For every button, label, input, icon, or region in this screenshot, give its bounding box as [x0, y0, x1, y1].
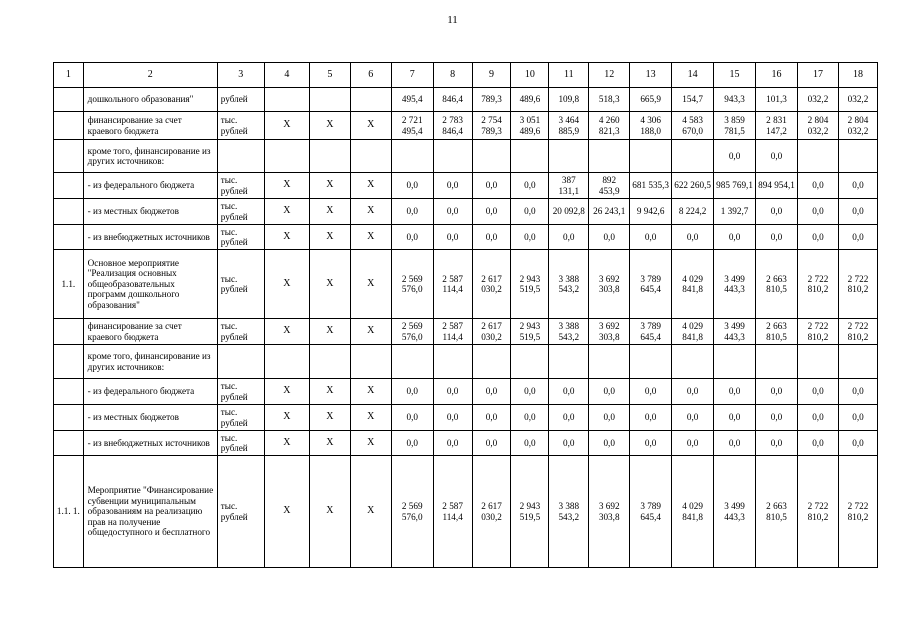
value-cell: 2 722 810,2 — [797, 250, 838, 319]
mark-cell: Х — [309, 431, 350, 456]
mark-cell: Х — [309, 319, 350, 345]
unit-cell: тыс. рублей — [217, 379, 264, 405]
table-row — [54, 379, 878, 405]
value-cell: 0,0 — [838, 379, 877, 405]
value-cell: 0,0 — [630, 431, 672, 456]
row-number-cell: 1.1. 1. — [54, 456, 84, 568]
value-cell: 4 029 841,8 — [672, 456, 714, 568]
value-cell: 0,0 — [756, 225, 798, 250]
value-cell — [433, 140, 472, 173]
value-cell: 3 499 443,3 — [714, 319, 756, 345]
header-row — [54, 63, 878, 88]
mark-cell: Х — [309, 405, 350, 431]
value-cell: 622 260,5 — [672, 173, 714, 199]
value-cell: 2 663 810,5 — [756, 250, 798, 319]
value-cell: 665,9 — [630, 88, 672, 112]
table-row — [54, 173, 878, 199]
value-cell: 2 722 810,2 — [838, 250, 877, 319]
value-cell: 0,0 — [511, 225, 549, 250]
mark-cell — [264, 88, 309, 112]
header-cell: 3 — [217, 63, 264, 88]
value-cell — [672, 345, 714, 379]
value-cell: 109,8 — [549, 88, 589, 112]
value-cell — [756, 345, 798, 379]
table-row — [54, 319, 878, 345]
value-cell: 2 943 519,5 — [511, 250, 549, 319]
mark-cell — [350, 88, 391, 112]
value-cell: 26 243,1 — [589, 199, 630, 225]
value-cell: 2 587 114,4 — [433, 456, 472, 568]
value-cell: 2 569 576,0 — [391, 250, 433, 319]
value-cell — [549, 140, 589, 173]
value-cell: 0,0 — [511, 199, 549, 225]
name-cell: - из внебюджетных источников — [83, 225, 217, 250]
value-cell: 0,0 — [589, 225, 630, 250]
table-body — [54, 63, 878, 568]
value-cell: 0,0 — [797, 379, 838, 405]
budget-table — [53, 62, 878, 568]
unit-cell: тыс. рублей — [217, 112, 264, 140]
header-cell: 8 — [433, 63, 472, 88]
mark-cell: Х — [264, 225, 309, 250]
header-cell: 9 — [472, 63, 511, 88]
row-number-cell — [54, 379, 84, 405]
value-cell: 4 260 821,3 — [589, 112, 630, 140]
value-cell: 9 942,6 — [630, 199, 672, 225]
value-cell: 0,0 — [672, 225, 714, 250]
name-cell: кроме того, финансирование из других источников: — [83, 345, 217, 379]
value-cell: 0,0 — [549, 225, 589, 250]
header-cell: 14 — [672, 63, 714, 88]
value-cell — [838, 140, 877, 173]
header-cell: 10 — [511, 63, 549, 88]
mark-cell: Х — [309, 225, 350, 250]
value-cell: 495,4 — [391, 88, 433, 112]
value-cell: 3 464 885,9 — [549, 112, 589, 140]
value-cell: 0,0 — [672, 379, 714, 405]
value-cell: 2 569 576,0 — [391, 319, 433, 345]
value-cell: 0,0 — [511, 405, 549, 431]
value-cell — [589, 345, 630, 379]
value-cell: 154,7 — [672, 88, 714, 112]
header-cell: 2 — [83, 63, 217, 88]
value-cell: 2 722 810,2 — [838, 456, 877, 568]
value-cell: 489,6 — [511, 88, 549, 112]
mark-cell: Х — [350, 173, 391, 199]
mark-cell: Х — [350, 456, 391, 568]
value-cell: 3 692 303,8 — [589, 456, 630, 568]
value-cell: 2 754 789,3 — [472, 112, 511, 140]
value-cell: 3 499 443,3 — [714, 250, 756, 319]
mark-cell: Х — [350, 379, 391, 405]
value-cell — [511, 140, 549, 173]
unit-cell: тыс. рублей — [217, 405, 264, 431]
value-cell: 0,0 — [433, 405, 472, 431]
value-cell: 0,0 — [433, 431, 472, 456]
value-cell: 0,0 — [797, 199, 838, 225]
mark-cell: Х — [264, 431, 309, 456]
value-cell: 892 453,9 — [589, 173, 630, 199]
value-cell: 0,0 — [714, 140, 756, 173]
value-cell: 0,0 — [756, 199, 798, 225]
value-cell: 2 943 519,5 — [511, 456, 549, 568]
mark-cell: Х — [264, 173, 309, 199]
table-row — [54, 140, 878, 173]
value-cell: 0,0 — [391, 199, 433, 225]
mark-cell — [350, 345, 391, 379]
value-cell: 3 499 443,3 — [714, 456, 756, 568]
header-cell: 12 — [589, 63, 630, 88]
value-cell — [472, 140, 511, 173]
value-cell: 3 051 489,6 — [511, 112, 549, 140]
value-cell: 0,0 — [797, 173, 838, 199]
mark-cell: Х — [309, 173, 350, 199]
value-cell — [589, 140, 630, 173]
value-cell: 20 092,8 — [549, 199, 589, 225]
value-cell: 0,0 — [838, 431, 877, 456]
header-cell: 13 — [630, 63, 672, 88]
value-cell: 0,0 — [391, 431, 433, 456]
header-cell: 4 — [264, 63, 309, 88]
mark-cell: Х — [350, 199, 391, 225]
value-cell: 0,0 — [391, 173, 433, 199]
name-cell: - из внебюджетных источников — [83, 431, 217, 456]
name-cell: дошкольного образования" — [83, 88, 217, 112]
value-cell — [797, 140, 838, 173]
value-cell: 0,0 — [797, 431, 838, 456]
unit-cell: тыс. рублей — [217, 199, 264, 225]
value-cell: 0,0 — [838, 225, 877, 250]
value-cell: 846,4 — [433, 88, 472, 112]
value-cell: 0,0 — [714, 379, 756, 405]
value-cell: 2 663 810,5 — [756, 456, 798, 568]
value-cell: 0,0 — [549, 379, 589, 405]
value-cell: 0,0 — [549, 405, 589, 431]
value-cell: 2 722 810,2 — [797, 456, 838, 568]
value-cell: 0,0 — [714, 405, 756, 431]
table-row — [54, 250, 878, 319]
name-cell: Мероприятие "Финансирование субвенции муниципальным образованиям на реализацию прав на получение общедоступного и бесплатного — [83, 456, 217, 568]
value-cell: 2 569 576,0 — [391, 456, 433, 568]
mark-cell: Х — [350, 319, 391, 345]
value-cell: 2 587 114,4 — [433, 319, 472, 345]
mark-cell: Х — [264, 112, 309, 140]
mark-cell: Х — [350, 250, 391, 319]
mark-cell: Х — [350, 225, 391, 250]
value-cell: 0,0 — [838, 173, 877, 199]
value-cell: 0,0 — [472, 431, 511, 456]
unit-cell: тыс. рублей — [217, 225, 264, 250]
value-cell: 2 587 114,4 — [433, 250, 472, 319]
value-cell: 0,0 — [589, 405, 630, 431]
value-cell: 032,2 — [797, 88, 838, 112]
value-cell: 1 392,7 — [714, 199, 756, 225]
value-cell: 789,3 — [472, 88, 511, 112]
value-cell: 0,0 — [472, 199, 511, 225]
value-cell: 2 831 147,2 — [756, 112, 798, 140]
value-cell — [630, 140, 672, 173]
value-cell: 0,0 — [472, 405, 511, 431]
value-cell — [511, 345, 549, 379]
name-cell: - из федерального бюджета — [83, 173, 217, 199]
mark-cell: Х — [264, 379, 309, 405]
value-cell: 2 804 032,2 — [838, 112, 877, 140]
header-cell: 7 — [391, 63, 433, 88]
header-cell: 1 — [54, 63, 84, 88]
value-cell: 101,3 — [756, 88, 798, 112]
mark-cell — [309, 88, 350, 112]
mark-cell: Х — [309, 250, 350, 319]
value-cell — [433, 345, 472, 379]
value-cell: 943,3 — [714, 88, 756, 112]
value-cell: 2 804 032,2 — [797, 112, 838, 140]
unit-cell — [217, 345, 264, 379]
value-cell: 681 535,3 — [630, 173, 672, 199]
value-cell: 3 388 543,2 — [549, 250, 589, 319]
value-cell — [391, 140, 433, 173]
row-number-cell — [54, 405, 84, 431]
unit-cell: рублей — [217, 88, 264, 112]
value-cell — [472, 345, 511, 379]
value-cell: 4 306 188,0 — [630, 112, 672, 140]
value-cell: 3 692 303,8 — [589, 319, 630, 345]
value-cell: 0,0 — [797, 225, 838, 250]
header-cell: 16 — [756, 63, 798, 88]
value-cell: 3 692 303,8 — [589, 250, 630, 319]
mark-cell: Х — [309, 199, 350, 225]
value-cell — [797, 345, 838, 379]
value-cell — [672, 140, 714, 173]
value-cell: 4 583 670,0 — [672, 112, 714, 140]
mark-cell: Х — [350, 112, 391, 140]
header-cell: 6 — [350, 63, 391, 88]
mark-cell: Х — [264, 456, 309, 568]
mark-cell: Х — [309, 112, 350, 140]
mark-cell — [264, 140, 309, 173]
name-cell: финансирование за счет краевого бюджета — [83, 319, 217, 345]
row-number-cell — [54, 112, 84, 140]
row-number-cell — [54, 319, 84, 345]
unit-cell: тыс. рублей — [217, 431, 264, 456]
table-row — [54, 405, 878, 431]
value-cell: 0,0 — [391, 379, 433, 405]
value-cell: 518,3 — [589, 88, 630, 112]
header-cell: 17 — [797, 63, 838, 88]
table-row — [54, 88, 878, 112]
name-cell: кроме того, финансирование из других источников: — [83, 140, 217, 173]
value-cell: 0,0 — [838, 405, 877, 431]
value-cell: 0,0 — [589, 379, 630, 405]
unit-cell: тыс. рублей — [217, 173, 264, 199]
value-cell: 2 617 030,2 — [472, 250, 511, 319]
value-cell: 0,0 — [433, 173, 472, 199]
value-cell: 0,0 — [714, 431, 756, 456]
value-cell: 0,0 — [630, 405, 672, 431]
mark-cell: Х — [309, 456, 350, 568]
value-cell — [630, 345, 672, 379]
row-number-cell — [54, 88, 84, 112]
value-cell: 0,0 — [756, 431, 798, 456]
value-cell: 4 029 841,8 — [672, 319, 714, 345]
mark-cell: Х — [309, 379, 350, 405]
page-number: 11 — [447, 14, 458, 26]
value-cell: 3 388 543,2 — [549, 319, 589, 345]
mark-cell — [350, 140, 391, 173]
value-cell: 3 388 543,2 — [549, 456, 589, 568]
row-number-cell: 1.1. — [54, 250, 84, 319]
mark-cell: Х — [264, 250, 309, 319]
value-cell: 4 029 841,8 — [672, 250, 714, 319]
value-cell: 0,0 — [511, 379, 549, 405]
value-cell: 8 224,2 — [672, 199, 714, 225]
unit-cell: тыс. рублей — [217, 319, 264, 345]
name-cell: финансирование за счет краевого бюджета — [83, 112, 217, 140]
value-cell: 3 789 645,4 — [630, 319, 672, 345]
name-cell: - из местных бюджетов — [83, 199, 217, 225]
value-cell: 0,0 — [391, 225, 433, 250]
value-cell — [549, 345, 589, 379]
value-cell: 387 131,1 — [549, 173, 589, 199]
header-cell: 15 — [714, 63, 756, 88]
value-cell: 2 722 810,2 — [838, 319, 877, 345]
value-cell: 0,0 — [472, 173, 511, 199]
value-cell: 0,0 — [756, 379, 798, 405]
value-cell: 0,0 — [589, 431, 630, 456]
row-number-cell — [54, 431, 84, 456]
value-cell: 3 789 645,4 — [630, 250, 672, 319]
mark-cell: Х — [264, 199, 309, 225]
table-row — [54, 431, 878, 456]
value-cell: 0,0 — [433, 379, 472, 405]
value-cell: 2 721 495,4 — [391, 112, 433, 140]
table-row — [54, 456, 878, 568]
unit-cell — [217, 140, 264, 173]
mark-cell — [309, 345, 350, 379]
value-cell: 2 617 030,2 — [472, 456, 511, 568]
value-cell: 2 722 810,2 — [797, 319, 838, 345]
table-row — [54, 225, 878, 250]
value-cell: 032,2 — [838, 88, 877, 112]
row-number-cell — [54, 140, 84, 173]
table-row — [54, 345, 878, 379]
mark-cell: Х — [264, 319, 309, 345]
value-cell: 0,0 — [756, 140, 798, 173]
header-cell: 11 — [549, 63, 589, 88]
mark-cell: Х — [264, 405, 309, 431]
value-cell: 3 859 781,5 — [714, 112, 756, 140]
value-cell: 0,0 — [433, 199, 472, 225]
value-cell: 0,0 — [630, 379, 672, 405]
name-cell: Основное мероприятие "Реализация основных общеобразовательных программ дошкольного образования" — [83, 250, 217, 319]
row-number-cell — [54, 345, 84, 379]
value-cell: 0,0 — [472, 225, 511, 250]
value-cell — [391, 345, 433, 379]
value-cell: 2 617 030,2 — [472, 319, 511, 345]
value-cell: 0,0 — [672, 431, 714, 456]
table-row — [54, 112, 878, 140]
value-cell: 894 954,1 — [756, 173, 798, 199]
value-cell: 2 783 846,4 — [433, 112, 472, 140]
value-cell: 0,0 — [630, 225, 672, 250]
mark-cell — [309, 140, 350, 173]
value-cell: 0,0 — [756, 405, 798, 431]
value-cell: 0,0 — [511, 431, 549, 456]
row-number-cell — [54, 199, 84, 225]
value-cell: 2 663 810,5 — [756, 319, 798, 345]
value-cell: 0,0 — [472, 379, 511, 405]
mark-cell — [264, 345, 309, 379]
value-cell: 0,0 — [838, 199, 877, 225]
value-cell: 2 943 519,5 — [511, 319, 549, 345]
value-cell: 0,0 — [549, 431, 589, 456]
value-cell: 3 789 645,4 — [630, 456, 672, 568]
table-row — [54, 199, 878, 225]
value-cell: 0,0 — [433, 225, 472, 250]
value-cell: 0,0 — [714, 225, 756, 250]
header-cell: 5 — [309, 63, 350, 88]
value-cell — [714, 345, 756, 379]
row-number-cell — [54, 225, 84, 250]
header-cell: 18 — [838, 63, 877, 88]
mark-cell: Х — [350, 405, 391, 431]
mark-cell: Х — [350, 431, 391, 456]
value-cell: 0,0 — [391, 405, 433, 431]
value-cell: 0,0 — [511, 173, 549, 199]
name-cell: - из местных бюджетов — [83, 405, 217, 431]
unit-cell: тыс. рублей — [217, 456, 264, 568]
value-cell: 0,0 — [797, 405, 838, 431]
name-cell: - из федерального бюджета — [83, 379, 217, 405]
value-cell — [838, 345, 877, 379]
value-cell: 0,0 — [672, 405, 714, 431]
row-number-cell — [54, 173, 84, 199]
value-cell: 985 769,1 — [714, 173, 756, 199]
unit-cell: тыс. рублей — [217, 250, 264, 319]
